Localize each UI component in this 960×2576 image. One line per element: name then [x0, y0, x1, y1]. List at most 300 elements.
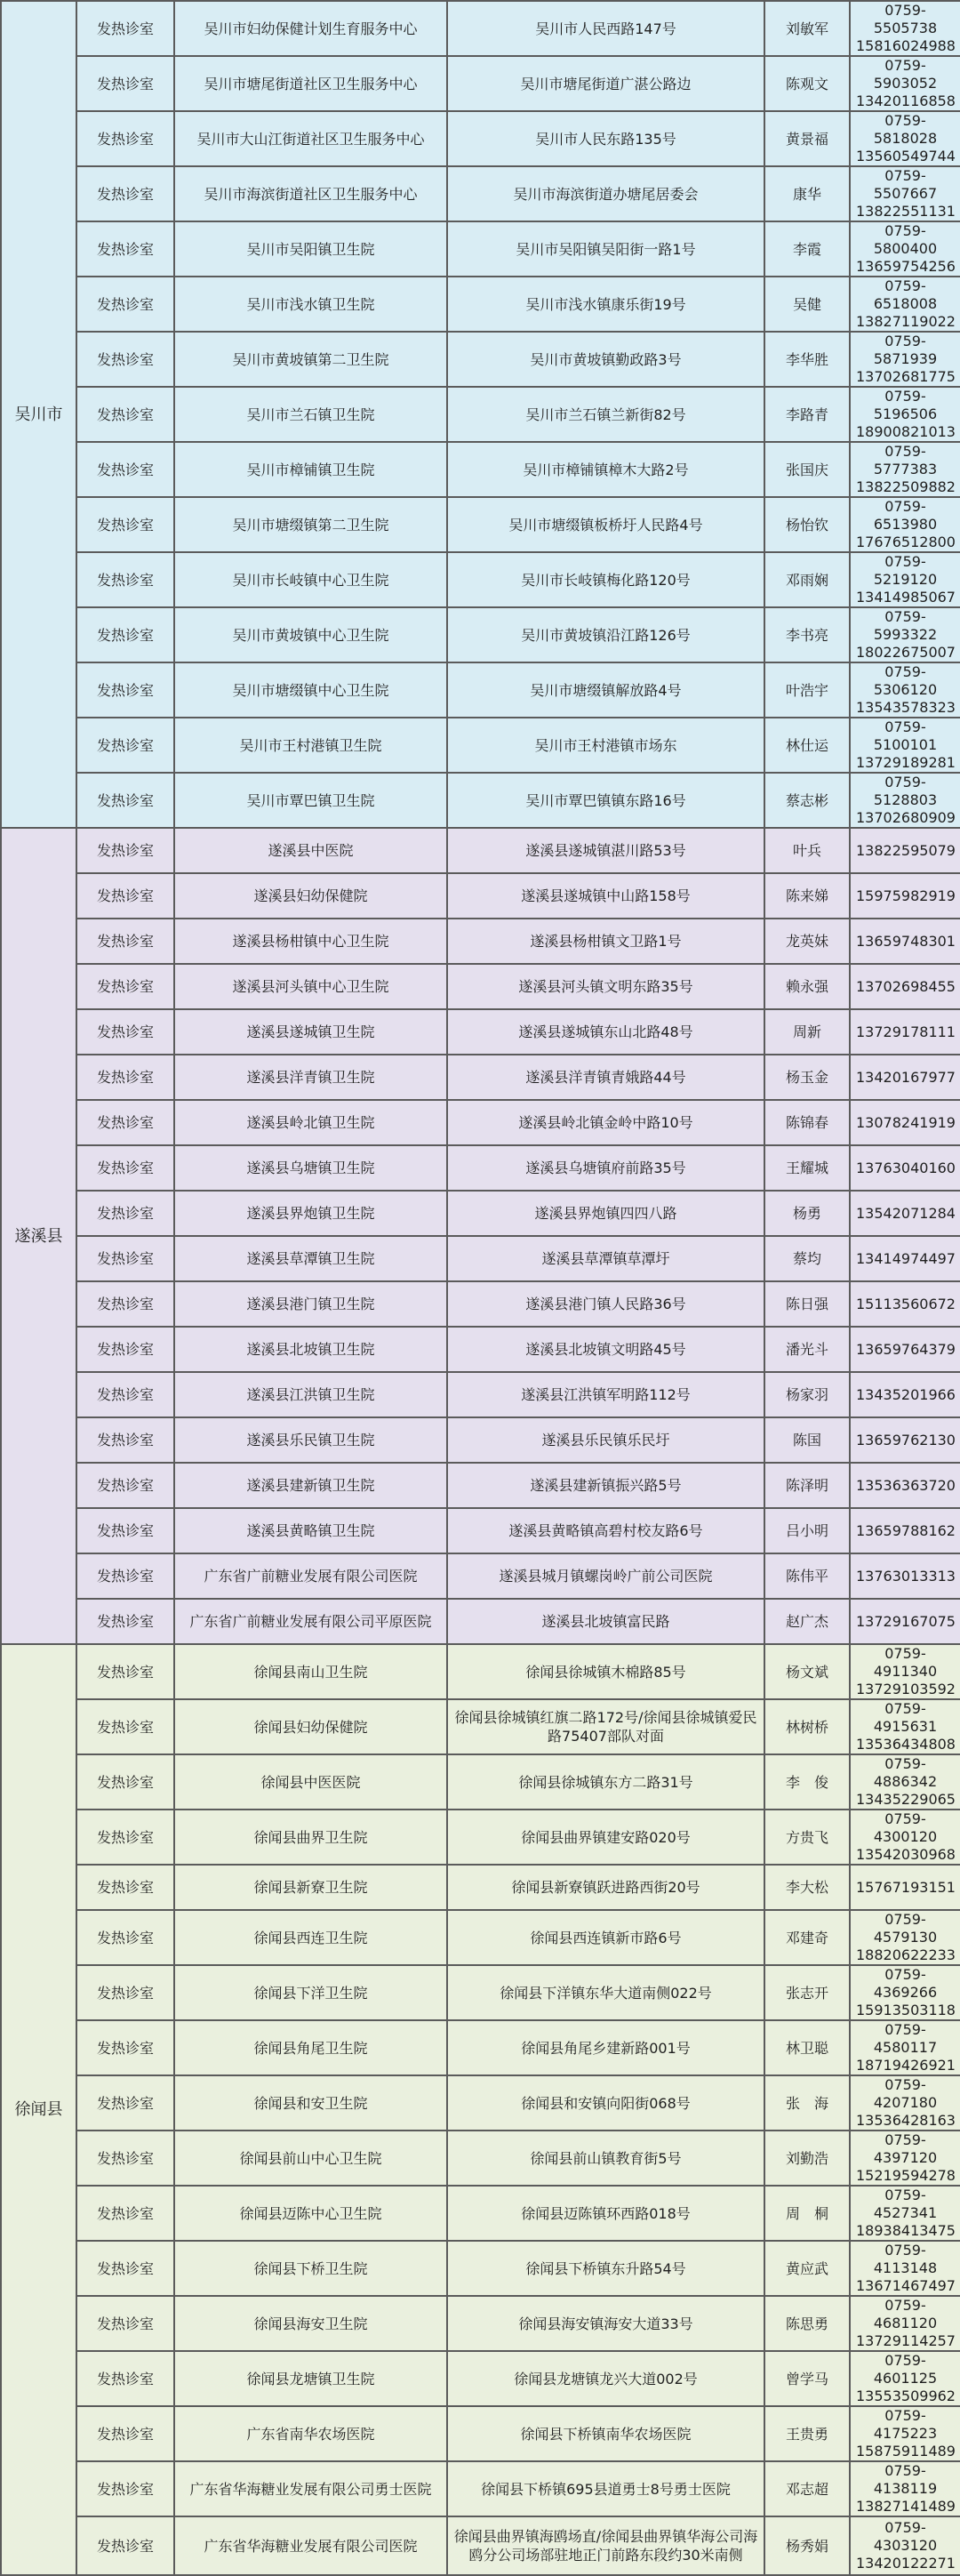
table-row [1, 2131, 960, 2186]
contact-person-cell: 邓志超 [764, 2461, 850, 2516]
table-row [1, 166, 960, 221]
clinic-type-cell: 发热诊室 [76, 2406, 174, 2461]
table-row [1, 1865, 960, 1910]
phone-number: 13827119022 [856, 313, 956, 330]
institution-name-cell: 吴川市兰石镇卫生院 [174, 387, 447, 442]
contact-person-cell: 杨文斌 [764, 1644, 850, 1699]
table-row [1, 2461, 960, 2516]
district-cell: 徐闻县 [1, 1644, 76, 2575]
phone-number: 13659754256 [856, 258, 956, 275]
phone-cell [850, 2461, 960, 2516]
phone-cell [850, 607, 960, 662]
phone-number: 13702681775 [856, 368, 956, 385]
address-cell: 遂溪县河头镇文明东路35号 [447, 964, 764, 1009]
phone-cell [850, 1644, 960, 1699]
phone-number: 0759-5306120 [873, 663, 938, 698]
address-cell: 遂溪县洋青镇青娥路44号 [447, 1055, 764, 1100]
contact-person-cell: 蔡志彬 [764, 773, 850, 828]
table-row [1, 1372, 960, 1417]
institution-name-cell: 广东省广前糖业发展有限公司医院 [174, 1553, 447, 1599]
phone-cell [850, 2351, 960, 2406]
contact-person-cell: 陈泽明 [764, 1463, 850, 1508]
phone-cell [850, 1145, 960, 1191]
contact-person-cell: 刘敏军 [764, 1, 850, 56]
institution-name-cell: 徐闻县角尾卫生院 [174, 2020, 447, 2075]
contact-person-cell: 杨玉金 [764, 1055, 850, 1100]
phone-number: 13763013313 [856, 1567, 956, 1585]
clinic-type-cell: 发热诊室 [76, 2241, 174, 2296]
address-cell: 遂溪县遂城镇中山路158号 [447, 873, 764, 919]
address-cell: 遂溪县岭北镇金岭中路10号 [447, 1100, 764, 1145]
phone-number: 0759-6513980 [873, 498, 938, 533]
clinic-type-cell: 发热诊室 [76, 2516, 174, 2575]
address-cell: 吴川市兰石镇兰新街82号 [447, 387, 764, 442]
phone-number: 0759-4915631 [873, 1700, 938, 1735]
phone-cell [850, 1910, 960, 1965]
table-row [1, 2406, 960, 2461]
phone-number: 13702680909 [856, 809, 956, 826]
phone-cell [850, 332, 960, 387]
institution-name-cell: 徐闻县下洋卫生院 [174, 1965, 447, 2020]
phone-number: 0759-4911340 [873, 1645, 938, 1680]
table-row [1, 2075, 960, 2131]
clinic-type-cell: 发热诊室 [76, 1965, 174, 2020]
address-cell: 徐闻县徐城镇东方二路31号 [447, 1754, 764, 1810]
phone-cell [850, 221, 960, 277]
institution-name-cell: 遂溪县河头镇中心卫生院 [174, 964, 447, 1009]
phone-cell [850, 1965, 960, 2020]
institution-name-cell: 徐闻县海安卫生院 [174, 2296, 447, 2351]
table-row [1, 221, 960, 277]
phone-number: 13536434808 [856, 1736, 956, 1753]
table-row [1, 1553, 960, 1599]
table-row [1, 111, 960, 166]
address-cell: 遂溪县遂城镇湛川路53号 [447, 828, 764, 873]
institution-name-cell: 徐闻县中医医院 [174, 1754, 447, 1810]
address-cell: 遂溪县江洪镇军明路112号 [447, 1372, 764, 1417]
phone-cell [850, 442, 960, 497]
table-row [1, 1327, 960, 1372]
clinic-type-cell: 发热诊室 [76, 1463, 174, 1508]
phone-number: 13560549744 [856, 148, 956, 165]
table-row [1, 1699, 960, 1754]
table-row [1, 1910, 960, 1965]
contact-person-cell: 李路青 [764, 387, 850, 442]
institution-name-cell: 徐闻县前山中心卫生院 [174, 2131, 447, 2186]
phone-cell [850, 1810, 960, 1865]
phone-cell [850, 1699, 960, 1754]
phone-cell [850, 1, 960, 56]
institution-name-cell: 徐闻县西连卫生院 [174, 1910, 447, 1965]
table-row [1, 277, 960, 332]
contact-person-cell: 张 海 [764, 2075, 850, 2131]
table-row [1, 718, 960, 773]
clinic-type-cell: 发热诊室 [76, 1599, 174, 1644]
phone-number: 15767193151 [856, 1878, 956, 1896]
phone-number: 13729103592 [856, 1681, 956, 1697]
table-body [1, 1, 960, 2575]
address-cell: 遂溪县北坡镇文明路45号 [447, 1327, 764, 1372]
address-cell: 遂溪县北坡镇富民路 [447, 1599, 764, 1644]
address-cell: 徐闻县龙塘镇龙兴大道002号 [447, 2351, 764, 2406]
phone-number: 0759-5196506 [873, 388, 938, 422]
clinic-type-cell: 发热诊室 [76, 1754, 174, 1810]
institution-name-cell: 徐闻县下桥卫生院 [174, 2241, 447, 2296]
phone-cell [850, 387, 960, 442]
phone-number: 13414985067 [856, 589, 956, 606]
contact-person-cell: 陈观文 [764, 56, 850, 111]
phone-cell [850, 1553, 960, 1599]
phone-number: 15816024988 [856, 37, 956, 54]
contact-person-cell: 李霞 [764, 221, 850, 277]
phone-number: 13671467497 [856, 2277, 956, 2294]
phone-number: 18719426921 [856, 2057, 956, 2074]
phone-cell [850, 1508, 960, 1553]
contact-person-cell: 周 桐 [764, 2186, 850, 2241]
clinic-type-cell: 发热诊室 [76, 662, 174, 718]
address-cell: 吴川市王村港镇市场东 [447, 718, 764, 773]
clinic-type-cell: 发热诊室 [76, 1699, 174, 1754]
contact-person-cell: 林卫聪 [764, 2020, 850, 2075]
address-cell: 徐闻县徐城镇红旗二路172号/徐闻县徐城镇爱民路75407部队对面 [447, 1699, 764, 1754]
table-row [1, 1644, 960, 1699]
address-cell: 吴川市人民东路135号 [447, 111, 764, 166]
contact-person-cell: 李书亮 [764, 607, 850, 662]
address-cell: 遂溪县乐民镇乐民圩 [447, 1417, 764, 1463]
table-row [1, 332, 960, 387]
address-cell: 吴川市覃巴镇镇东路16号 [447, 773, 764, 828]
contact-person-cell: 潘光斗 [764, 1327, 850, 1372]
phone-cell [850, 1599, 960, 1644]
clinic-type-cell: 发热诊室 [76, 56, 174, 111]
table-row [1, 387, 960, 442]
phone-number: 13543578323 [856, 699, 956, 716]
phone-number: 13659762130 [856, 1431, 956, 1448]
address-cell: 徐闻县曲界镇海鸥场直/徐闻县曲界镇华海公司海鸥分公司场部驻地正门前路东段约30米南侧 [447, 2516, 764, 2575]
clinic-type-cell: 发热诊室 [76, 1100, 174, 1145]
contact-person-cell: 李华胜 [764, 332, 850, 387]
phone-number: 13729167075 [856, 1612, 956, 1630]
institution-name-cell: 遂溪县遂城镇卫生院 [174, 1009, 447, 1055]
contact-person-cell: 邓建奇 [764, 1910, 850, 1965]
institution-name-cell: 吴川市妇幼保健计划生育服务中心 [174, 1, 447, 56]
table-row [1, 919, 960, 964]
clinic-type-cell: 发热诊室 [76, 873, 174, 919]
address-cell: 吴川市吴阳镇吴阳街一路1号 [447, 221, 764, 277]
phone-number: 13414974497 [856, 1249, 956, 1267]
contact-person-cell: 李 俊 [764, 1754, 850, 1810]
phone-number: 0759-5219120 [873, 553, 938, 588]
phone-cell [850, 2296, 960, 2351]
clinic-type-cell: 发热诊室 [76, 2186, 174, 2241]
contact-person-cell: 黄景福 [764, 111, 850, 166]
phone-number: 13659748301 [856, 932, 956, 950]
address-cell: 徐闻县下桥镇695县道勇士8号勇士医院 [447, 2461, 764, 2516]
clinic-type-cell: 发热诊室 [76, 2131, 174, 2186]
institution-name-cell: 遂溪县乌塘镇卫生院 [174, 1145, 447, 1191]
contact-person-cell: 杨家羽 [764, 1372, 850, 1417]
phone-number: 13435201966 [856, 1385, 956, 1403]
table-row [1, 1009, 960, 1055]
clinic-type-cell: 发热诊室 [76, 607, 174, 662]
address-cell: 吴川市人民西路147号 [447, 1, 764, 56]
contact-person-cell: 李大松 [764, 1865, 850, 1910]
institution-name-cell: 徐闻县和安卫生院 [174, 2075, 447, 2131]
contact-person-cell: 曾学马 [764, 2351, 850, 2406]
clinic-type-cell: 发热诊室 [76, 1055, 174, 1100]
table-row [1, 1, 960, 56]
institution-name-cell: 吴川市塘缀镇中心卫生院 [174, 662, 447, 718]
clinic-type-cell: 发热诊室 [76, 497, 174, 552]
phone-number: 17676512800 [856, 534, 956, 550]
phone-number: 18900821013 [856, 423, 956, 440]
phone-cell [850, 773, 960, 828]
phone-number: 13822551131 [856, 203, 956, 220]
institution-name-cell: 吴川市海滨街道社区卫生服务中心 [174, 166, 447, 221]
contact-person-cell: 吴健 [764, 277, 850, 332]
phone-cell [850, 828, 960, 873]
phone-number: 13729114257 [856, 2332, 956, 2349]
table-row [1, 964, 960, 1009]
clinic-type-cell: 发热诊室 [76, 2461, 174, 2516]
contact-person-cell: 陈国 [764, 1417, 850, 1463]
address-cell: 遂溪县界炮镇四四八路 [447, 1191, 764, 1236]
institution-name-cell: 遂溪县杨柑镇中心卫生院 [174, 919, 447, 964]
district-cell: 遂溪县 [1, 828, 76, 1644]
phone-cell [850, 1865, 960, 1910]
address-cell: 徐闻县下桥镇东升路54号 [447, 2241, 764, 2296]
address-cell: 徐闻县和安镇向阳街068号 [447, 2075, 764, 2131]
institution-name-cell: 徐闻县妇幼保健院 [174, 1699, 447, 1754]
phone-number: 13542030968 [856, 1846, 956, 1863]
institution-name-cell: 遂溪县岭北镇卫生院 [174, 1100, 447, 1145]
phone-number: 13763040160 [856, 1159, 956, 1176]
address-cell: 徐闻县海安镇海安大道33号 [447, 2296, 764, 2351]
phone-number: 18820622233 [856, 1946, 956, 1963]
phone-number: 0759-4303120 [873, 2519, 938, 2554]
institution-name-cell: 徐闻县迈陈中心卫生院 [174, 2186, 447, 2241]
clinic-type-cell: 发热诊室 [76, 1644, 174, 1699]
institution-name-cell: 遂溪县洋青镇卫生院 [174, 1055, 447, 1100]
address-cell: 遂溪县遂城镇东山北路48号 [447, 1009, 764, 1055]
phone-number: 0759-5100101 [873, 718, 938, 753]
table-row [1, 1965, 960, 2020]
phone-cell [850, 277, 960, 332]
institution-name-cell: 遂溪县黄略镇卫生院 [174, 1508, 447, 1553]
phone-cell [850, 1055, 960, 1100]
clinic-type-cell: 发热诊室 [76, 1281, 174, 1327]
contact-person-cell: 黄应武 [764, 2241, 850, 2296]
address-cell: 遂溪县草潭镇草潭圩 [447, 1236, 764, 1281]
phone-number: 0759-5128803 [873, 774, 938, 808]
contact-person-cell: 邓雨娴 [764, 552, 850, 607]
contact-person-cell: 龙英妹 [764, 919, 850, 964]
phone-number: 0759-4681120 [873, 2297, 938, 2331]
phone-cell [850, 2186, 960, 2241]
institution-name-cell: 吴川市浅水镇卫生院 [174, 277, 447, 332]
clinic-type-cell: 发热诊室 [76, 773, 174, 828]
clinic-type-cell: 发热诊室 [76, 1145, 174, 1191]
table-row [1, 2296, 960, 2351]
clinic-type-cell: 发热诊室 [76, 442, 174, 497]
contact-person-cell: 刘勤浩 [764, 2131, 850, 2186]
table-row [1, 1100, 960, 1145]
table-row [1, 442, 960, 497]
address-cell: 吴川市黄坡镇沿江路126号 [447, 607, 764, 662]
institution-name-cell: 徐闻县龙塘镇卫生院 [174, 2351, 447, 2406]
clinic-type-cell: 发热诊室 [76, 1372, 174, 1417]
clinic-type-cell: 发热诊室 [76, 2351, 174, 2406]
table-row [1, 2516, 960, 2575]
contact-person-cell: 陈锦春 [764, 1100, 850, 1145]
contact-person-cell: 陈伟平 [764, 1553, 850, 1599]
phone-number: 0759-5818028 [873, 112, 938, 147]
address-cell: 吴川市樟铺镇樟木大路2号 [447, 442, 764, 497]
phone-number: 0759-4397120 [873, 2131, 938, 2166]
contact-person-cell: 杨勇 [764, 1191, 850, 1236]
institution-name-cell: 吴川市黄坡镇中心卫生院 [174, 607, 447, 662]
phone-number: 0759-4886342 [873, 1755, 938, 1790]
contact-person-cell: 蔡均 [764, 1236, 850, 1281]
phone-cell [850, 166, 960, 221]
contact-person-cell: 杨怡钦 [764, 497, 850, 552]
institution-name-cell: 吴川市吴阳镇卫生院 [174, 221, 447, 277]
table-row [1, 2020, 960, 2075]
institution-name-cell: 广东省华海糖业发展有限公司勇士医院 [174, 2461, 447, 2516]
institution-name-cell: 广东省南华农场医院 [174, 2406, 447, 2461]
phone-cell [850, 964, 960, 1009]
address-cell: 徐闻县曲界镇建安路020号 [447, 1810, 764, 1865]
clinic-type-cell: 发热诊室 [76, 2075, 174, 2131]
phone-number: 0759-5777383 [873, 443, 938, 477]
clinic-type-cell: 发热诊室 [76, 1865, 174, 1910]
phone-number: 0759-5993322 [873, 608, 938, 643]
contact-person-cell: 周新 [764, 1009, 850, 1055]
institution-name-cell: 吴川市长岐镇中心卫生院 [174, 552, 447, 607]
address-cell: 吴川市浅水镇康乐街19号 [447, 277, 764, 332]
clinic-type-cell: 发热诊室 [76, 2296, 174, 2351]
phone-cell [850, 1191, 960, 1236]
phone-number: 0759-5800400 [873, 222, 938, 257]
phone-number: 13542071284 [856, 1204, 956, 1222]
clinic-type-cell: 发热诊室 [76, 1236, 174, 1281]
institution-name-cell: 遂溪县北坡镇卫生院 [174, 1327, 447, 1372]
clinic-type-cell: 发热诊室 [76, 2020, 174, 2075]
address-cell: 吴川市塘尾街道广湛公路边 [447, 56, 764, 111]
address-cell: 徐闻县徐城镇木棉路85号 [447, 1644, 764, 1699]
table-row [1, 1055, 960, 1100]
phone-number: 15975982919 [856, 887, 956, 904]
phone-cell [850, 2020, 960, 2075]
district-cell: 吴川市 [1, 1, 76, 828]
clinic-type-cell: 发热诊室 [76, 1508, 174, 1553]
table-row [1, 1236, 960, 1281]
phone-cell [850, 497, 960, 552]
institution-name-cell: 遂溪县中医院 [174, 828, 447, 873]
clinic-type-cell: 发热诊室 [76, 277, 174, 332]
phone-number: 13420116858 [856, 92, 956, 109]
phone-number: 0759-4369266 [873, 1966, 938, 2001]
contact-person-cell: 张志开 [764, 1965, 850, 2020]
phone-number: 13729189281 [856, 754, 956, 771]
institution-name-cell: 徐闻县曲界卫生院 [174, 1810, 447, 1865]
phone-cell [850, 1100, 960, 1145]
clinic-type-cell: 发热诊室 [76, 166, 174, 221]
phone-number: 15913503118 [856, 2002, 956, 2018]
table-row [1, 1417, 960, 1463]
table-row [1, 1145, 960, 1191]
phone-cell [850, 1281, 960, 1327]
contact-person-cell: 王贵勇 [764, 2406, 850, 2461]
clinic-type-cell: 发热诊室 [76, 221, 174, 277]
contact-person-cell: 赵广杰 [764, 1599, 850, 1644]
table-row [1, 497, 960, 552]
phone-number: 0759-4580117 [873, 2021, 938, 2056]
contact-person-cell: 吕小明 [764, 1508, 850, 1553]
phone-cell [850, 1327, 960, 1372]
phone-number: 0759-5903052 [873, 57, 938, 92]
table-row [1, 1810, 960, 1865]
table-row [1, 2351, 960, 2406]
clinic-type-cell: 发热诊室 [76, 387, 174, 442]
phone-cell [850, 56, 960, 111]
address-cell: 遂溪县乌塘镇府前路35号 [447, 1145, 764, 1191]
phone-cell [850, 1417, 960, 1463]
phone-number: 0759-5507667 [873, 167, 938, 202]
clinic-type-cell: 发热诊室 [76, 919, 174, 964]
contact-person-cell: 叶浩宇 [764, 662, 850, 718]
clinic-type-cell: 发热诊室 [76, 1417, 174, 1463]
phone-cell [850, 873, 960, 919]
phone-number: 13078241919 [856, 1113, 956, 1131]
phone-number: 0759-4527341 [873, 2187, 938, 2221]
institution-name-cell: 遂溪县江洪镇卫生院 [174, 1372, 447, 1417]
address-cell: 遂溪县港门镇人民路36号 [447, 1281, 764, 1327]
contact-person-cell: 陈来娣 [764, 873, 850, 919]
institution-name-cell: 吴川市大山江街道社区卫生服务中心 [174, 111, 447, 166]
table-row [1, 1191, 960, 1236]
contact-person-cell: 陈思勇 [764, 2296, 850, 2351]
address-cell: 遂溪县城月镇螺岗岭广前公司医院 [447, 1553, 764, 1599]
table-row [1, 1508, 960, 1553]
address-cell: 徐闻县下桥镇南华农场医院 [447, 2406, 764, 2461]
institution-name-cell: 遂溪县港门镇卫生院 [174, 1281, 447, 1327]
phone-cell [850, 552, 960, 607]
contact-person-cell: 赖永强 [764, 964, 850, 1009]
table-row [1, 873, 960, 919]
phone-cell [850, 1754, 960, 1810]
table-row [1, 1281, 960, 1327]
table-row [1, 1463, 960, 1508]
clinic-type-cell: 发热诊室 [76, 964, 174, 1009]
contact-person-cell: 林树桥 [764, 1699, 850, 1754]
phone-number: 13729178111 [856, 1023, 956, 1040]
phone-number: 13536428163 [856, 2112, 956, 2129]
table-row [1, 2186, 960, 2241]
phone-cell [850, 2131, 960, 2186]
address-cell: 徐闻县下洋镇东华大道南侧022号 [447, 1965, 764, 2020]
institution-name-cell: 吴川市覃巴镇卫生院 [174, 773, 447, 828]
phone-number: 13822595079 [856, 841, 956, 859]
address-cell: 吴川市塘缀镇板桥圩人民路4号 [447, 497, 764, 552]
address-cell: 吴川市海滨街道办塘尾居委会 [447, 166, 764, 221]
address-cell: 徐闻县前山镇教育街5号 [447, 2131, 764, 2186]
phone-cell [850, 2516, 960, 2575]
contact-person-cell: 康华 [764, 166, 850, 221]
address-cell: 吴川市黄坡镇勤政路3号 [447, 332, 764, 387]
institution-name-cell: 遂溪县妇幼保健院 [174, 873, 447, 919]
institution-name-cell: 广东省广前糖业发展有限公司平原医院 [174, 1599, 447, 1644]
